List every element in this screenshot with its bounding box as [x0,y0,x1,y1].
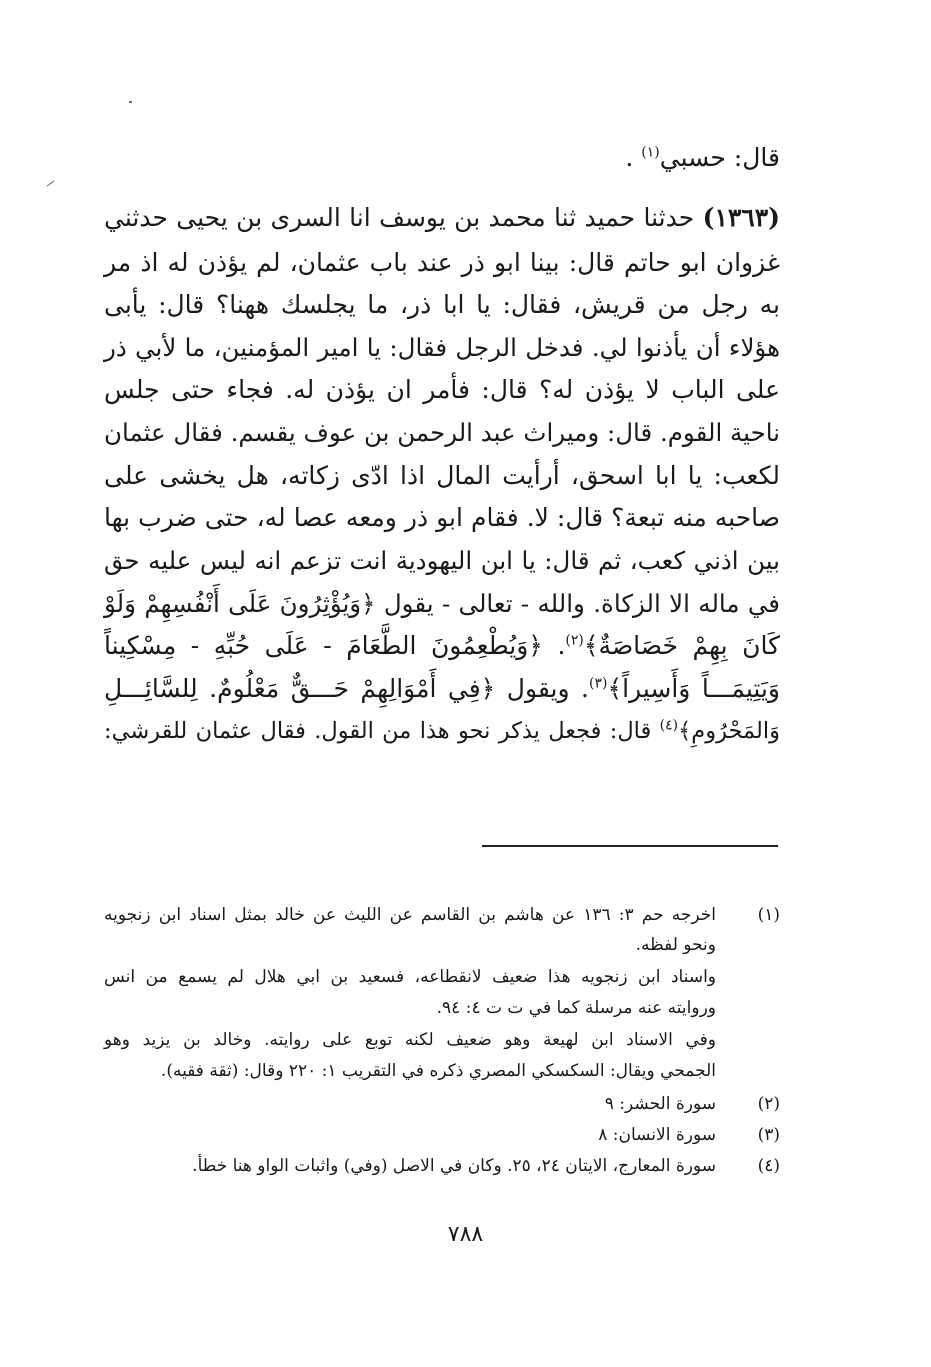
body-line-8 [104,498,780,538]
body-line-5-text: على الباب لا يؤذن له؟ قال: فأمر ان يؤذن له. فجاء حتى جلس [104,375,780,404]
footnote-1-line-6 [104,1056,780,1086]
body-line-9-text: بين اذني كعب، ثم قال: يا ابن اليهودية انت تزعم انه ليس عليه حق [104,546,780,575]
footnote-number: (٣) [757,1125,780,1145]
hadith-number: (١٣٦٣) [702,203,780,232]
body-line-13-text: قال: فجعل يذكر نحو هذا من القول. فقال عثمان للقرشي: [104,718,652,744]
footnote-number: (٢) [757,1094,780,1114]
footnote-1-line-2 [104,930,780,960]
page-number: ٧٨٨ [447,1222,484,1247]
body-line-12: وَيَتِيمَـــاً وَأَسِيراً﴾$^{(٣)}$. ويقول ﴿فِي أَمْوَالِهِمْ حَـــقٌّ مَعْلُومٌ. لِلسَّائِـــلِ [104,674,780,703]
body-line-7-text: لكعب: يا ابا اسحق، أرأيت المال اذا ادّى زكاته، هل يخشى على [104,461,780,490]
footnote-text: سورة الحشر: ٩ [604,1094,716,1114]
footnote-4 [104,1151,780,1181]
body-line-5 [104,370,780,410]
body-line-4 [104,328,780,368]
body-line-2-text: غزوان ابو حاتم قال: بينا ابو ذر عند باب عثمان، لم يؤذن له اذ مر [104,248,780,277]
body-line-3-text: به رجل من قريش، فقال: يا ابا ذر، ما يجلسك ههنا؟ قال: يأبى [104,290,780,319]
body-line-6-text: ناحية القوم. قال: وميراث عبد الرحمن بن عوف يقسم. فقال عثمان [103,418,780,447]
header-end: . [625,143,634,172]
body-line-7 [104,456,780,496]
footnote-number: (٤) [757,1156,780,1176]
body-line-11: كَانَ بِهِمْ خَصَاصَةٌ﴾$^{(٢)}$. ﴿وَيُطْعِمُونَ الطَّعَامَ - عَلَى حُبِّهِ - مِسْكِيناً [104,631,780,660]
footnote-ref-4: (٤) [659,717,679,734]
quran-verse-insan: ﴿وَيُطْعِمُونَ الطَّعَامَ - عَلَى حُبِّهِ - مِسْكِيناً [104,631,543,660]
footnote-text: ونحو لفظه. [635,935,716,955]
footnote-number: (١) [757,905,780,925]
body-line-8-text: صاحبه منه تبعة؟ قال: لا. فقام ابو ذر ومعه عصا له، حتى ضرب بها [104,503,780,532]
footnote-2 [104,1089,780,1119]
footnote-ref-2: (٢) [565,632,584,649]
body-line-13 [104,711,780,751]
footnote-1-line-5 [104,1025,780,1055]
footnote-1-line-4 [104,993,780,1023]
footnote-text: اخرجه حم ٣: ١٣٦ عن هاشم بن القاسم عن الليث عن خالد بمثل اسناد ابن زنجويه [104,905,716,925]
footnote-3 [104,1120,780,1150]
header-line [625,138,780,178]
body-line-1-text: حدثنا حميد ثنا محمد بن يوسف انا السرى بن يحيى حدثني [104,203,695,232]
quran-verse-maarij-end: وَالمَحْرُومِ﴾ [678,718,781,744]
footnote-text: الجمحي ويقال: السكسكي المصري ذكره في التقريب ١: ٢٢٠ وقال: (ثقة فقيه). [160,1061,716,1081]
body-line-6 [104,413,780,453]
footnote-text: سورة المعارج، الايتان ٢٤، ٢٥. وكان في الاصل (وفي) واثبات الواو هنا خطأ. [192,1156,716,1176]
body-line-4-text: هؤلاء أن يأذنوا لي. فدخل الرجل فقال: يا امير المؤمنين، ما لأبي ذر [104,333,780,362]
footnote-1 [104,900,780,930]
body-line-3 [104,285,780,325]
footnote-text: وفي الاسناد ابن لهيعة وهو ضعيف لكنه توبع على روايته. وخالد بن يزيد وهو [104,1030,717,1050]
footnote-text: واسناد ابن زنجويه هذا ضعيف لانقطاعه، فسعيد بن ابي هلال لم يسمع من انس [104,967,716,987]
body-line-2 [104,243,780,283]
body-line-1 [104,198,780,238]
footnote-ref-3: (٣) [588,675,608,692]
quran-verse-hashr-end: كَانَ بِهِمْ خَصَاصَةٌ﴾ [583,631,780,660]
footnote-text: سورة الانسان: ٨ [598,1125,716,1145]
quran-verse-maarij: ويقول ﴿فِي أَمْوَالِهِمْ حَـــقٌّ مَعْلُومٌ. لِلسَّائِـــلِ [104,674,570,703]
header-text: قال: حسبي [659,143,780,172]
body-line-9 [104,541,780,581]
footnote-ref-1: (١) [641,144,660,161]
body-line-10-text: في ماله الا الزكاة. والله - تعالى - يقول ﴿وَيُؤْثِرُونَ عَلَى أَنْفُسِهِمْ وَلَوْ [104,589,780,618]
footnote-separator [482,845,778,847]
quran-verse-insan-end: وَيَتِيمَـــاً وَأَسِيراً﴾ [607,674,780,703]
footnote-1-line-3 [104,962,780,992]
body-line-10 [104,584,780,624]
footnote-text: وروايته عنه مرسلة كما في ت ت ٤: ٩٤. [436,998,716,1018]
